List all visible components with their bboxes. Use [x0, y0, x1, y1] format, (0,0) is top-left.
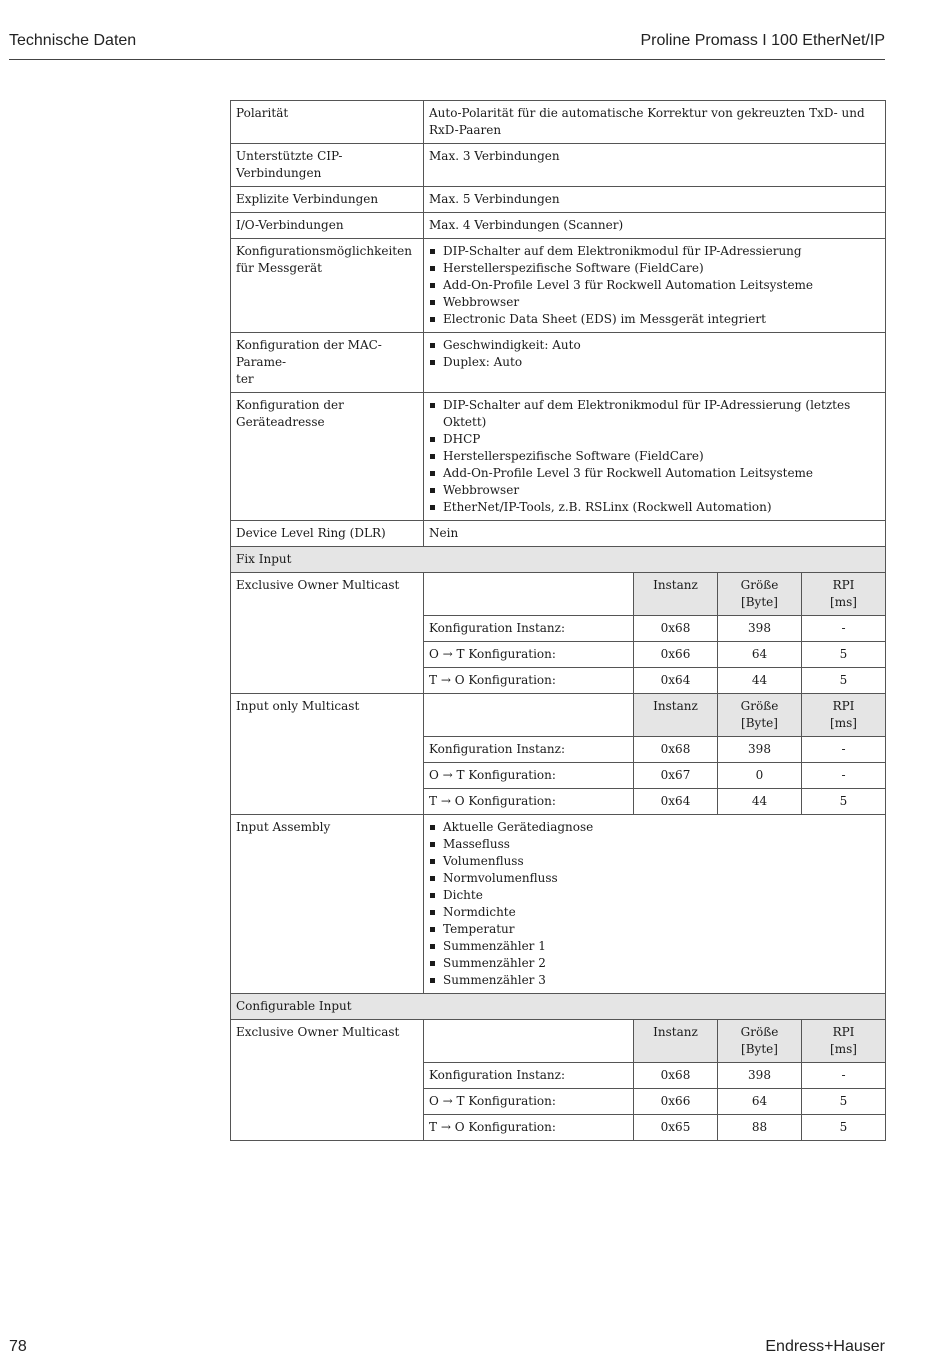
section-label: Configurable Input [231, 994, 886, 1020]
list-item: Volumenfluss [429, 853, 880, 870]
cell-groesse: 44 [718, 668, 802, 694]
table-row [231, 101, 886, 144]
list-item: Temperatur [429, 921, 880, 938]
list-item: Webbrowser [429, 482, 880, 499]
row-label: Unterstützte CIP-Verbindungen [231, 144, 424, 187]
spec-table [230, 100, 886, 1141]
row-label: Konfigurationsmöglichkeiten für Messgerät [231, 239, 424, 333]
cell-instanz: 0x64 [634, 668, 718, 694]
cell-groesse: 398 [718, 737, 802, 763]
row-value: Max. 4 Verbindungen (Scanner) [424, 213, 886, 239]
sub-head-rpi [802, 1020, 886, 1063]
table-row [231, 333, 886, 393]
list-item: Add-On-Profile Level 3 für Rockwell Automation Leitsysteme [429, 465, 880, 482]
list-item: Normvolumenfluss [429, 870, 880, 887]
sub-head-unit: [ms] [830, 716, 857, 730]
list-item: Electronic Data Sheet (EDS) im Messgerät integriert [429, 311, 880, 328]
cell-groesse: 44 [718, 789, 802, 815]
section-title: Technische Daten [9, 32, 137, 49]
table-row [231, 694, 886, 737]
sub-head-unit: [ms] [830, 595, 857, 609]
sub-head-unit: [ms] [830, 1042, 857, 1056]
cell-groesse: 398 [718, 616, 802, 642]
table-row [231, 239, 886, 333]
row-value [424, 333, 886, 393]
sub-head-text: RPI [832, 699, 855, 713]
cell-instanz: 0x68 [634, 737, 718, 763]
cell-rpi: 5 [802, 668, 886, 694]
page-header [9, 32, 885, 60]
sub-head-rpi [802, 694, 886, 737]
cell-rpi: - [802, 616, 886, 642]
row-label-line: ter [236, 372, 254, 386]
sub-head-text: RPI [832, 578, 855, 592]
list-item: Summenzähler 2 [429, 955, 880, 972]
row-label [231, 333, 424, 393]
list-item: DIP-Schalter auf dem Elektronikmodul für IP-Adressierung [429, 243, 880, 260]
cell-name: T → O Konfiguration: [424, 668, 634, 694]
list-item: Duplex: Auto [429, 354, 880, 371]
sub-head-groesse [718, 1020, 802, 1063]
list-item: Massefluss [429, 836, 880, 853]
table-row [231, 1020, 886, 1063]
cell-groesse: 64 [718, 1089, 802, 1115]
table-row [231, 187, 886, 213]
sub-head-unit: [Byte] [741, 1042, 778, 1056]
sub-head-groesse [718, 694, 802, 737]
sub-head-text: RPI [832, 1025, 855, 1039]
cell-groesse: 0 [718, 763, 802, 789]
row-label: Device Level Ring (DLR) [231, 521, 424, 547]
sub-head-empty [424, 573, 634, 616]
table-row [231, 521, 886, 547]
list-item: Normdichte [429, 904, 880, 921]
cell-instanz: 0x66 [634, 642, 718, 668]
sub-head-rpi [802, 573, 886, 616]
cell-instanz: 0x64 [634, 789, 718, 815]
table-row [231, 573, 886, 616]
cell-name: T → O Konfiguration: [424, 1115, 634, 1141]
cell-name: Konfiguration Instanz: [424, 616, 634, 642]
row-value: Max. 3 Verbindungen [424, 144, 886, 187]
sub-head-unit: [Byte] [741, 595, 778, 609]
table-row [231, 144, 886, 187]
cell-name: O → T Konfiguration: [424, 642, 634, 668]
bullet-list [429, 243, 880, 328]
table-row [231, 815, 886, 994]
page-footer [9, 1338, 885, 1358]
row-value: Max. 5 Verbindungen [424, 187, 886, 213]
cell-groesse: 64 [718, 642, 802, 668]
cell-rpi: - [802, 763, 886, 789]
list-item: DHCP [429, 431, 880, 448]
bullet-list [429, 337, 880, 371]
cell-instanz: 0x66 [634, 1089, 718, 1115]
cell-groesse: 88 [718, 1115, 802, 1141]
row-label: Input Assembly [231, 815, 424, 994]
cell-rpi: 5 [802, 1089, 886, 1115]
row-label-line: Konfiguration der MAC-Parame- [236, 338, 382, 369]
cell-rpi: 5 [802, 1115, 886, 1141]
section-row [231, 547, 886, 573]
sub-head-groesse [718, 573, 802, 616]
page-number: 78 [9, 1338, 27, 1355]
list-item: Herstellerspezifische Software (FieldCare) [429, 448, 880, 465]
list-item: Add-On-Profile Level 3 für Rockwell Automation Leitsysteme [429, 277, 880, 294]
sub-head-unit: [Byte] [741, 716, 778, 730]
sub-head-text: Größe [740, 1025, 779, 1039]
cell-instanz: 0x65 [634, 1115, 718, 1141]
row-value [424, 239, 886, 333]
product-title: Proline Promass I 100 EtherNet/IP [640, 32, 885, 49]
sub-head-empty [424, 694, 634, 737]
list-item: Webbrowser [429, 294, 880, 311]
row-label: Explizite Verbindungen [231, 187, 424, 213]
list-item: Herstellerspezifische Software (FieldCare) [429, 260, 880, 277]
cell-name: T → O Konfiguration: [424, 789, 634, 815]
row-label: Exclusive Owner Multicast [231, 1020, 424, 1141]
cell-name: O → T Konfiguration: [424, 1089, 634, 1115]
cell-name: O → T Konfiguration: [424, 763, 634, 789]
table-row [231, 213, 886, 239]
sub-head-instanz: Instanz [634, 1020, 718, 1063]
bullet-list [429, 397, 880, 516]
row-value [424, 815, 886, 994]
list-item: Dichte [429, 887, 880, 904]
cell-rpi: - [802, 1063, 886, 1089]
cell-name: Konfiguration Instanz: [424, 737, 634, 763]
section-label: Fix Input [231, 547, 886, 573]
row-value: Nein [424, 521, 886, 547]
list-item: DIP-Schalter auf dem Elektronikmodul für IP-Adressierung (letztes Oktett) [429, 397, 880, 431]
row-label: I/O-Verbindungen [231, 213, 424, 239]
sub-head-text: Größe [740, 699, 779, 713]
cell-instanz: 0x68 [634, 616, 718, 642]
brand-name: Endress+Hauser [765, 1338, 885, 1355]
bullet-list [429, 819, 880, 989]
list-item: Summenzähler 3 [429, 972, 880, 989]
row-label: Polarität [231, 101, 424, 144]
row-label: Exclusive Owner Multicast [231, 573, 424, 694]
cell-name: Konfiguration Instanz: [424, 1063, 634, 1089]
cell-rpi: - [802, 737, 886, 763]
list-item: EtherNet/IP-Tools, z.B. RSLinx (Rockwell Automation) [429, 499, 880, 516]
list-item: Summenzähler 1 [429, 938, 880, 955]
row-value [424, 393, 886, 521]
list-item: Aktuelle Gerätediagnose [429, 819, 880, 836]
cell-instanz: 0x67 [634, 763, 718, 789]
sub-head-instanz: Instanz [634, 573, 718, 616]
cell-instanz: 0x68 [634, 1063, 718, 1089]
cell-groesse: 398 [718, 1063, 802, 1089]
row-label: Konfiguration der Geräteadresse [231, 393, 424, 521]
row-label: Input only Multicast [231, 694, 424, 815]
row-value: Auto-Polarität für die automatische Korrektur von gekreuzten TxD- und RxD-Paaren [424, 101, 886, 144]
cell-rpi: 5 [802, 642, 886, 668]
list-item: Geschwindigkeit: Auto [429, 337, 880, 354]
sub-head-instanz: Instanz [634, 694, 718, 737]
section-row [231, 994, 886, 1020]
table-row [231, 393, 886, 521]
sub-head-empty [424, 1020, 634, 1063]
sub-head-text: Größe [740, 578, 779, 592]
cell-rpi: 5 [802, 789, 886, 815]
